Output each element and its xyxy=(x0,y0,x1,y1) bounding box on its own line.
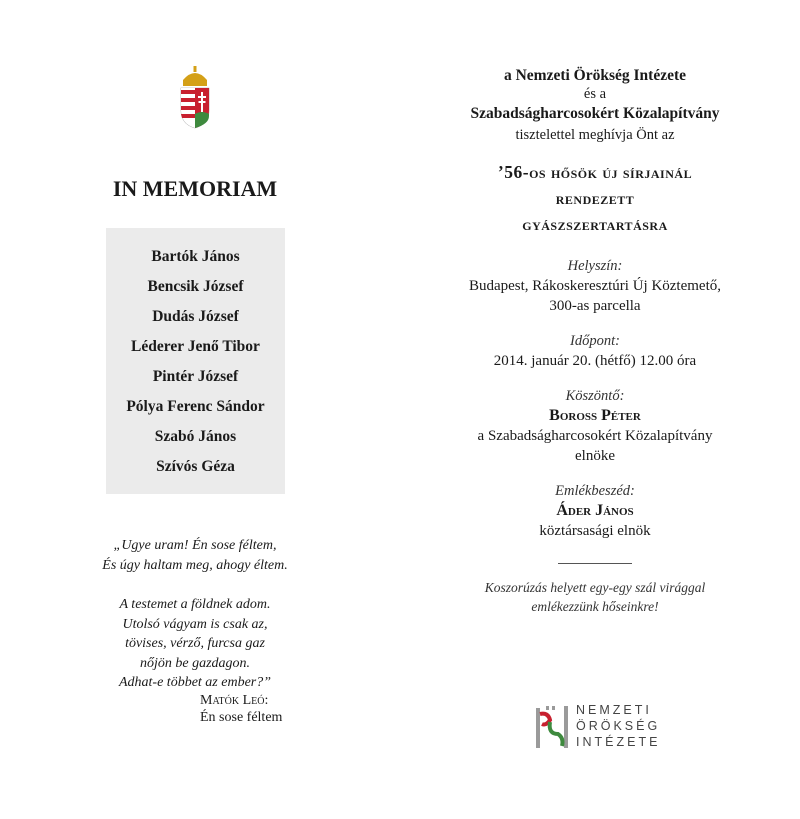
list-item: Pintér József xyxy=(152,368,239,385)
poem-line: tövises, vérző, furcsa gaz xyxy=(125,636,265,651)
poem-line: „Ugye uram! Én sose féltem, xyxy=(113,538,277,553)
speech-label: Emlékbeszéd: xyxy=(555,483,635,499)
note-line: emlékezzünk hőseinkre! xyxy=(531,599,659,614)
speech-name: Áder János xyxy=(556,502,634,519)
time-value: 2014. január 20. (hétfő) 12.00 óra xyxy=(493,353,697,369)
hungarian-coat-of-arms-icon xyxy=(178,66,212,130)
list-item: Dudás József xyxy=(152,308,239,325)
time-label: Időpont: xyxy=(570,333,620,349)
invite-text: tisztelettel meghívja Önt az xyxy=(515,127,675,143)
poem-line: És úgy haltam meg, ahogy éltem. xyxy=(102,557,288,573)
greeting-label: Köszöntő: xyxy=(565,388,625,404)
poem-line: Utolsó vágyam is csak az, xyxy=(122,616,268,632)
in-memoriam-title: IN MEMORIAM xyxy=(112,176,278,201)
poem xyxy=(95,536,295,693)
poem-line: Adhat-e többet az ember?” xyxy=(118,675,272,690)
host-org-1: a Nemzeti Örökség Intézete xyxy=(503,67,687,84)
list-item: Bartók János xyxy=(151,248,240,265)
divider xyxy=(558,563,632,564)
event-line: ’56-os hősök új sírjainál xyxy=(497,162,693,182)
list-item: Szabó János xyxy=(154,428,237,445)
greeting-role: elnöke xyxy=(575,448,615,464)
noi-logo-mark-icon xyxy=(534,704,570,750)
list-item: Bencsik József xyxy=(147,278,244,295)
names-list xyxy=(106,228,285,494)
host-org-2: Szabadságharcosokért Közalapítvány xyxy=(470,105,720,122)
note-line: Koszorúzás helyett egy-egy szál virággal xyxy=(484,580,706,595)
poem-attribution xyxy=(200,692,282,726)
poem-line: A testemet a földnek adom. xyxy=(119,597,271,612)
event-line: rendezett xyxy=(555,188,635,208)
location-line: Budapest, Rákoskeresztúri Új Köztemető, xyxy=(468,278,722,294)
event-line: gyászszertartásra xyxy=(522,214,668,234)
noi-logo xyxy=(534,700,664,750)
greeting-role: a Szabadságharcosokért Közalapítvány xyxy=(477,428,713,444)
list-item: Léderer Jenő Tibor xyxy=(131,338,260,355)
list-item: Szívós Géza xyxy=(156,458,235,475)
logo-text: NEMZETI xyxy=(576,703,652,717)
invitation xyxy=(440,66,750,616)
speech-role: köztársasági elnök xyxy=(539,523,651,539)
poem-line: nőjön be gazdagon. xyxy=(139,655,251,671)
list-item: Pólya Ferenc Sándor xyxy=(126,398,265,415)
location-line: 300-as parcella xyxy=(549,298,641,314)
logo-text: ÖRÖKSÉG xyxy=(576,719,661,733)
event-title xyxy=(440,159,750,237)
poem-title: Én sose féltem xyxy=(200,710,283,725)
greeting-name: Boross Péter xyxy=(549,407,641,424)
conjunction: és a xyxy=(583,86,607,102)
poem-author: Matók Leó: xyxy=(200,693,269,708)
logo-text: INTÉZETE xyxy=(576,735,661,749)
location-label: Helyszín: xyxy=(567,258,623,274)
